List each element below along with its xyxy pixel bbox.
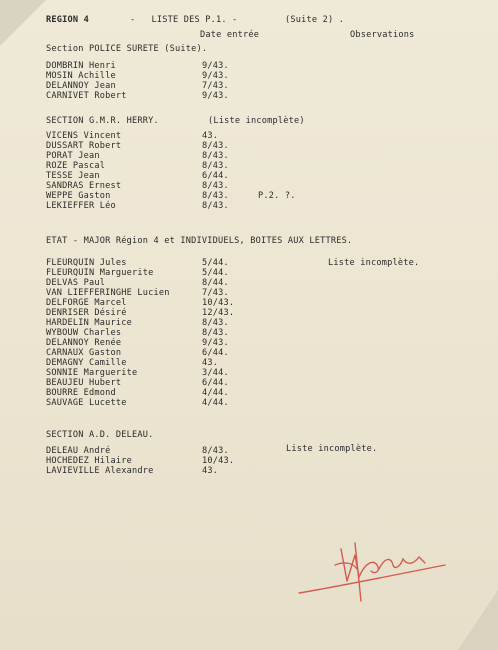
entry-date: 9/43.	[202, 71, 229, 81]
entry-name: VAN LIEFFERINGHE Lucien	[46, 288, 170, 298]
entry-date: 8/43.	[202, 328, 229, 338]
entry-name: CARNIVET Robert	[46, 91, 127, 101]
entry-name: BOURRE Edmond	[46, 388, 116, 398]
entry-name: DELVAS Paul	[46, 278, 106, 288]
entry-date: 12/43.	[202, 308, 235, 318]
entry-name: SONNIE Marguerite	[46, 368, 138, 378]
entry-date: 6/44.	[202, 348, 229, 358]
observations-column-header: Observations	[350, 30, 415, 40]
entry-date: 8/43.	[202, 161, 229, 171]
entry-name: DELANNOY Renée	[46, 338, 122, 348]
entry-date: 8/43.	[202, 151, 229, 161]
entry-name: ROZE Pascal	[46, 161, 106, 171]
entry-date: 6/44.	[202, 378, 229, 388]
entry-name: WYBOUW Charles	[46, 328, 122, 338]
entry-name: WEPPE Gaston	[46, 191, 111, 201]
entry-name: DELFORGE Marcel	[46, 298, 127, 308]
entry-date: 8/43.	[202, 191, 229, 201]
entry-name: BEAUJEU Hubert	[46, 378, 122, 388]
section-title: SECTION A.D. DELEAU.	[46, 430, 154, 440]
entry-date: 8/43.	[202, 201, 229, 211]
entry-date: 8/43.	[202, 446, 229, 456]
date-column-header: Date entrée	[200, 30, 260, 40]
entry-date: 10/43.	[202, 456, 235, 466]
section-note: Liste incomplète.	[286, 444, 378, 454]
entry-name: LEKIEFFER Léo	[46, 201, 116, 211]
region-label: REGION 4	[46, 15, 89, 25]
handwritten-signature	[295, 535, 455, 605]
entry-date: 8/43.	[202, 141, 229, 151]
entry-date: 3/44.	[202, 368, 229, 378]
entry-date: 43.	[202, 466, 219, 476]
entry-name: DELEAU André	[46, 446, 111, 456]
section-title: Section POLICE SURETE (Suite).	[46, 44, 208, 54]
entry-name: DOMBRIN Henri	[46, 61, 116, 71]
entry-name: DELANNOY Jean	[46, 81, 116, 91]
entry-date: 6/44.	[202, 171, 229, 181]
entry-name: FLEURQUIN Jules	[46, 258, 127, 268]
entry-date: 4/44.	[202, 388, 229, 398]
entry-name: LAVIEVILLE Alexandre	[46, 466, 154, 476]
entry-name: DENRISER Désiré	[46, 308, 127, 318]
section-note: (Liste incomplète)	[208, 116, 305, 126]
entry-name: FLEURQUIN Marguerite	[46, 268, 154, 278]
folded-corner	[458, 590, 498, 650]
entry-date: 8/43.	[202, 181, 229, 191]
section-title: ETAT - MAJOR Région 4 et INDIVIDUELS, BOITES AUX LETTRES.	[46, 236, 353, 246]
entry-name: MOSIN Achille	[46, 71, 116, 81]
entry-name: HOCHEDEZ Hilaire	[46, 456, 132, 466]
entry-date: 9/43.	[202, 61, 229, 71]
entry-observation: P.2. ?.	[258, 191, 296, 201]
entry-name: CARNAUX Gaston	[46, 348, 122, 358]
document-title: - LISTE DES P.1. -	[130, 15, 238, 25]
section-note: Liste incomplète.	[328, 258, 420, 268]
entry-date: 43.	[202, 131, 219, 141]
entry-name: SAUVAGE Lucette	[46, 398, 127, 408]
entry-date: 7/43.	[202, 81, 229, 91]
section-title: SECTION G.M.R. HERRY.	[46, 116, 159, 126]
entry-date: 5/44.	[202, 268, 229, 278]
entry-date: 10/43.	[202, 298, 235, 308]
suite-label: (Suite 2) .	[285, 15, 345, 25]
entry-name: SANDRAS Ernest	[46, 181, 122, 191]
entry-name: DUSSART Robert	[46, 141, 122, 151]
entry-date: 5/44.	[202, 258, 229, 268]
entry-date: 43.	[202, 358, 219, 368]
entry-name: VICENS Vincent	[46, 131, 122, 141]
entry-name: DEMAGNY Camille	[46, 358, 127, 368]
entry-date: 9/43.	[202, 91, 229, 101]
entry-name: TESSE Jean	[46, 171, 100, 181]
entry-name: PORAT Jean	[46, 151, 100, 161]
entry-date: 9/43.	[202, 338, 229, 348]
entry-date: 8/43.	[202, 318, 229, 328]
entry-name: HARDELIN Maurice	[46, 318, 132, 328]
entry-date: 4/44.	[202, 398, 229, 408]
entry-date: 8/44.	[202, 278, 229, 288]
folded-corner	[0, 0, 46, 46]
entry-date: 7/43.	[202, 288, 229, 298]
